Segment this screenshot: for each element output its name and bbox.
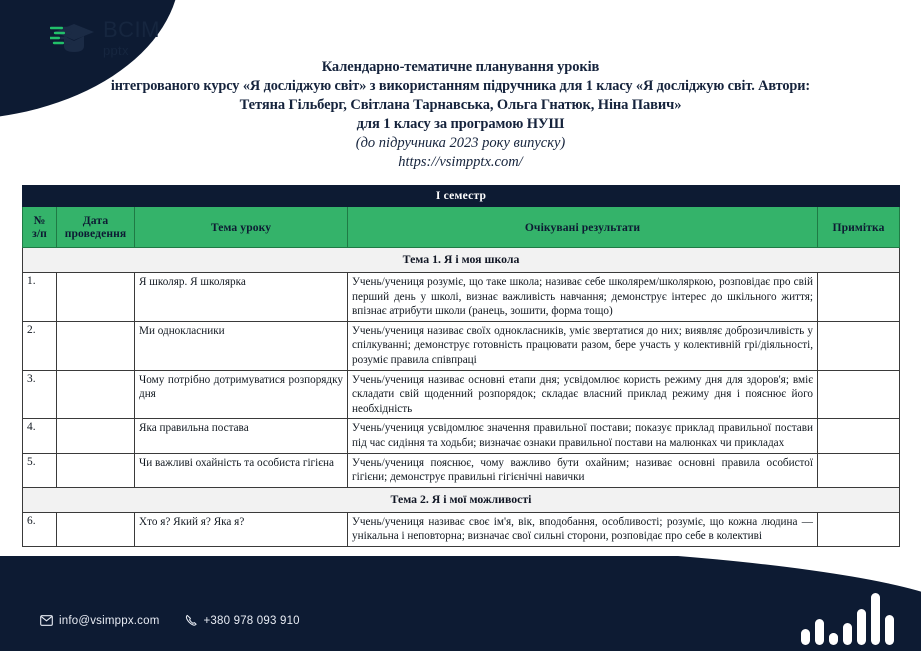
phone-icon — [185, 614, 198, 627]
section-title-row — [23, 487, 900, 512]
envelope-icon — [40, 615, 53, 626]
document-title-block — [0, 58, 921, 172]
cell-results: Учень/учениця пояснює, чому важливо бути охайним; називає основні правила особистої гігієни; демонструє правильні гігієнічні навички — [348, 453, 818, 487]
cell-note[interactable] — [818, 453, 900, 487]
cell-date[interactable] — [57, 273, 135, 322]
cell-note[interactable] — [818, 370, 900, 419]
table-row[interactable] — [23, 419, 900, 453]
section-title-row — [23, 248, 900, 273]
decor-bar — [801, 629, 810, 645]
brand-logo-subtitle: pptx — [103, 43, 129, 58]
cell-date[interactable] — [57, 321, 135, 370]
cell-results: Учень/учениця називає своїх однокласників, уміє звертатися до них; виявляє доброзичливість у спілкуванні; демонструє готовність працювати разом, бере участь у колективній грі/діяльності, розуміє правила співпраці — [348, 321, 818, 370]
table-row[interactable] — [23, 453, 900, 487]
cell-number: 4. — [23, 419, 57, 453]
column-header-date-line1: Дата — [82, 214, 109, 227]
column-header-date — [57, 207, 135, 248]
cell-number: 6. — [23, 512, 57, 546]
cell-results: Учень/учениця називає основні етапи дня; усвідомлює користь режиму дня для здоров'я; вміє складати свій щоденний розпорядок; складає власний приклад режиму дня і пояснює його необхідність — [348, 370, 818, 419]
footer-phone-text: +380 978 093 910 — [203, 614, 300, 627]
semester-label: І семестр — [23, 186, 900, 207]
cell-results: Учень/учениця усвідомлює значення правильної постави; показує приклад правильної постави під час сидіння та ходьби; визначає ознаки правильної постави на малюнках чи прикладах — [348, 419, 818, 453]
section-title: Тема 2. Я і мої можливості — [23, 487, 900, 512]
cell-topic: Ми однокласники — [135, 321, 348, 370]
decor-bar — [885, 615, 894, 645]
lesson-plan-table — [22, 185, 900, 547]
cell-topic: Чому потрібно дотримуватися розпорядку дня — [135, 370, 348, 419]
cell-number: 5. — [23, 453, 57, 487]
cell-number: 2. — [23, 321, 57, 370]
cell-results: Учень/учениця називає своє ім'я, вік, вподобання, особливості; розуміє, що кожна людина — унікальна і неповторна; визначає свої сильні сторони, розповідає про себе в колективі — [348, 512, 818, 546]
decor-bar — [857, 609, 866, 645]
decor-bar — [815, 619, 824, 645]
site-url: https://vsimpptx.com/ — [398, 154, 523, 170]
column-header-number — [23, 207, 57, 248]
lesson-plan-table-wrap — [22, 185, 899, 547]
cell-date[interactable] — [57, 453, 135, 487]
decor-bars-graphic — [801, 583, 894, 645]
footer-phone[interactable] — [185, 614, 300, 627]
title-line-3: Тетяна Гільберг, Світлана Тарнавська, Ольга Гнатюк, Ніна Павич» — [239, 97, 682, 113]
cell-note[interactable] — [818, 321, 900, 370]
cell-results: Учень/учениця розуміє, що таке школа; називає себе школярем/школяркою, розповідає про свій перший день у школі, визнає важливість навчання; демонструє інтерес до шкільного життя; впізнає атрибути школи (ранець, зошити, форма тощо) — [348, 273, 818, 322]
title-line-4: для 1 класу за програмою НУШ — [356, 116, 565, 132]
brand-logo — [50, 19, 160, 57]
footer-contacts — [40, 614, 300, 627]
brand-logo-text — [103, 19, 160, 57]
table-row[interactable] — [23, 370, 900, 419]
cell-number: 3. — [23, 370, 57, 419]
graduation-cap-icon — [50, 21, 96, 55]
column-header-topic: Тема уроку — [135, 207, 348, 248]
title-line-1: Календарно-тематичне планування уроків — [321, 59, 600, 75]
cell-topic: Яка правильна постава — [135, 419, 348, 453]
table-row[interactable] — [23, 273, 900, 322]
column-header-number-line1: № — [33, 214, 46, 227]
table-row[interactable] — [23, 321, 900, 370]
footer-shape — [0, 556, 921, 651]
footer-band — [0, 556, 921, 651]
cell-date[interactable] — [57, 419, 135, 453]
column-header-date-line2: проведення — [64, 227, 127, 240]
column-header-note: Примітка — [818, 207, 900, 248]
cell-number: 1. — [23, 273, 57, 322]
section-title: Тема 1. Я і моя школа — [23, 248, 900, 273]
brand-logo-title: BCIM — [103, 17, 160, 42]
cell-topic: Чи важливі охайність та особиста гігієна — [135, 453, 348, 487]
title-line-2: інтегрованого курсу «Я досліджую світ» з використанням підручника для 1 класу «Я досліджую світ. Автори: — [110, 78, 811, 94]
table-body — [23, 186, 900, 547]
cell-topic: Я школяр. Я школярка — [135, 273, 348, 322]
table-header-row — [23, 207, 900, 248]
title-line-5: (до підручника 2023 року випуску) — [355, 135, 566, 151]
semester-banner-row — [23, 186, 900, 207]
decor-bar — [843, 623, 852, 645]
decor-bar-dot — [829, 633, 838, 645]
column-header-number-line2: з/п — [32, 227, 47, 240]
cell-note[interactable] — [818, 512, 900, 546]
footer-email[interactable] — [40, 615, 160, 627]
cell-note[interactable] — [818, 273, 900, 322]
decor-bar — [871, 593, 880, 645]
cell-date[interactable] — [57, 512, 135, 546]
cell-topic: Хто я? Який я? Яка я? — [135, 512, 348, 546]
column-header-results: Очікувані результати — [348, 207, 818, 248]
footer-email-text: info@vsimppx.com — [59, 614, 160, 627]
table-row[interactable] — [23, 512, 900, 546]
cell-date[interactable] — [57, 370, 135, 419]
cell-note[interactable] — [818, 419, 900, 453]
